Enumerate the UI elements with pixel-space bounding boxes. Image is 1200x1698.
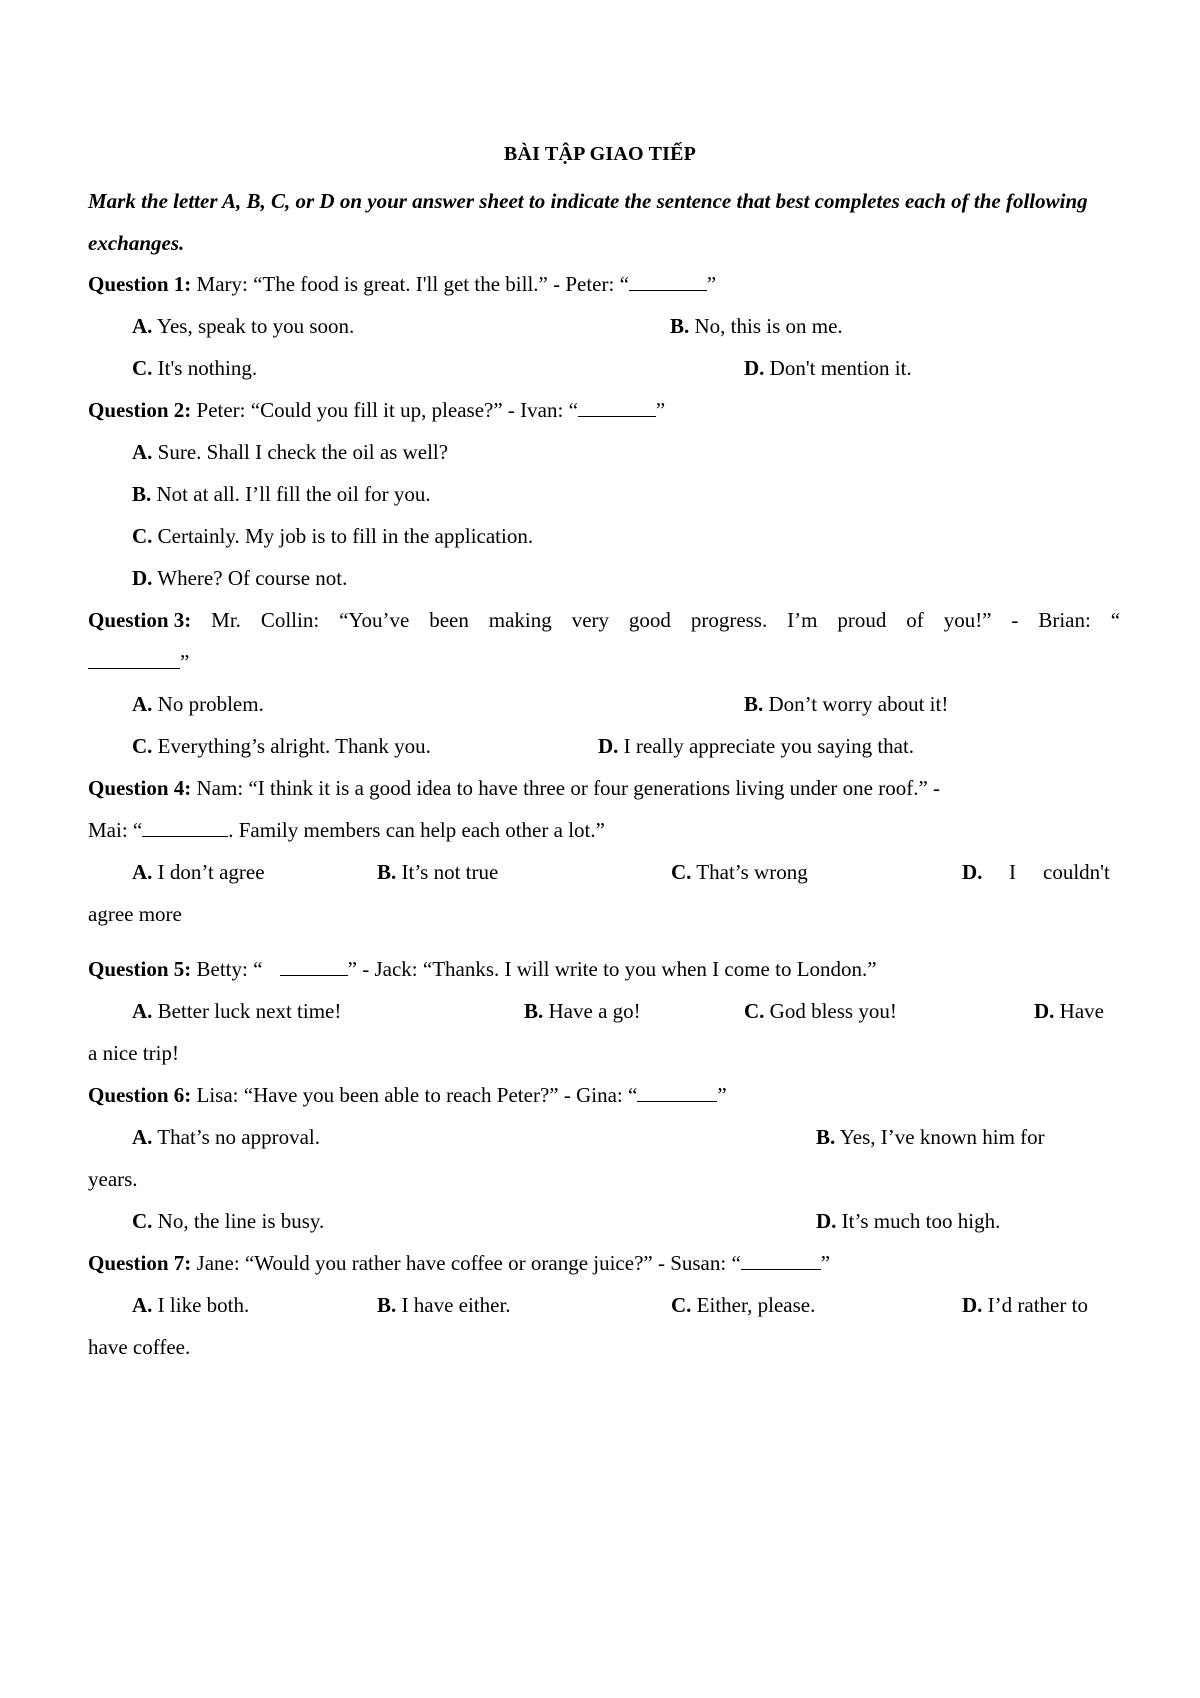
- option-letter: D.: [816, 1209, 837, 1233]
- option-text: That’s wrong: [691, 860, 808, 884]
- option-text: Yes, speak to you soon.: [152, 314, 355, 338]
- question-text: Mary: “The food is great. I'll get the bill.” - Peter: “: [191, 272, 629, 296]
- option-c: [132, 1206, 324, 1236]
- option-text: I’d rather to: [982, 1293, 1088, 1317]
- option-d-wrap: agree more: [88, 902, 182, 926]
- instruction-text: Mark the letter A, B, C, or D on your answer sheet to indicate the sentence that best completes each of the following exchanges.: [88, 189, 1088, 255]
- question-7: [88, 1248, 830, 1278]
- question-word: making: [488, 608, 552, 632]
- option-d-text-end: couldn't: [1043, 860, 1110, 884]
- option-letter: C.: [132, 1209, 153, 1233]
- option-letter: C.: [671, 1293, 692, 1317]
- option-text: Everything’s alright. Thank you.: [152, 734, 431, 758]
- option-letter: C.: [671, 860, 692, 884]
- question-3: [88, 605, 1120, 635]
- question-4-line-2: [88, 815, 605, 845]
- option-text: No, this is on me.: [689, 314, 843, 338]
- option-c: [132, 353, 257, 383]
- question-2: [88, 395, 665, 425]
- question-word: of: [906, 608, 924, 632]
- option-d-wrap: have coffee.: [88, 1335, 191, 1359]
- option-text: Either, please.: [691, 1293, 816, 1317]
- question-text: Jane: “Would you rather have coffee or orange juice?” - Susan: “: [191, 1251, 741, 1275]
- option-d: [744, 353, 912, 383]
- question-6: [88, 1080, 727, 1110]
- question-label: Question 5:: [88, 957, 192, 981]
- question-3-continuation: [88, 647, 189, 677]
- answer-blank: [629, 273, 707, 291]
- option-c: [744, 996, 897, 1026]
- option-b: [377, 1290, 511, 1320]
- option-letter: B.: [377, 860, 397, 884]
- option-text: Yes, I’ve known him for: [835, 1125, 1045, 1149]
- question-word: “You’ve: [339, 608, 410, 632]
- question-1: [88, 269, 716, 299]
- question-text: Nam: “I think it is a good idea to have three or four generations living under one roof.” -: [191, 776, 941, 800]
- question-word: very: [571, 608, 610, 632]
- option-d: [962, 857, 982, 887]
- option-text: Not at all. I’ll fill the oil for you.: [151, 482, 431, 506]
- question-label: Question 3:: [88, 608, 192, 632]
- option-letter: D.: [962, 860, 983, 884]
- question-label: Question 7:: [88, 1251, 192, 1275]
- question-word: Brian:: [1038, 608, 1091, 632]
- answer-blank: [578, 399, 656, 417]
- option-letter: B.: [524, 999, 544, 1023]
- option-c: [671, 857, 808, 887]
- question-word: you!”: [943, 608, 992, 632]
- option-text: Have a go!: [543, 999, 641, 1023]
- option-a: [132, 1122, 320, 1152]
- option-letter: A.: [132, 1125, 153, 1149]
- question-text-end: . Family members can help each other a lot.”: [228, 818, 605, 842]
- option-text: Don't mention it.: [764, 356, 912, 380]
- question-5: [88, 954, 877, 984]
- option-letter: C.: [132, 524, 153, 548]
- answer-blank: [637, 1084, 717, 1102]
- option-text: Don’t worry about it!: [763, 692, 949, 716]
- option-a: [132, 437, 448, 467]
- question-text-end: ”: [180, 650, 190, 674]
- option-text: No, the line is busy.: [152, 1209, 325, 1233]
- option-letter: A.: [132, 860, 153, 884]
- question-word: “: [1110, 608, 1121, 632]
- option-b: [377, 857, 498, 887]
- question-word: proud: [837, 608, 887, 632]
- question-label: Question 1:: [88, 272, 192, 296]
- question-text-end: ”: [706, 272, 717, 296]
- option-b: [816, 1122, 1045, 1152]
- question-label: Question 4:: [88, 776, 192, 800]
- question-label: Question 6:: [88, 1083, 192, 1107]
- question-word: I’m: [787, 608, 818, 632]
- option-b-wrap: years.: [88, 1167, 138, 1191]
- option-text: Certainly. My job is to fill in the application.: [152, 524, 534, 548]
- option-letter: C.: [744, 999, 765, 1023]
- option-letter: C.: [132, 734, 153, 758]
- option-b: [670, 311, 843, 341]
- option-text: I don’t agree: [152, 860, 265, 884]
- answer-blank: [88, 651, 180, 669]
- question-4: [88, 773, 940, 803]
- answer-blank: [741, 1252, 821, 1270]
- option-letter: D.: [962, 1293, 983, 1317]
- question-text-end: ” - Jack: “Thanks. I will write to you when I come to London.”: [347, 957, 877, 981]
- option-text: Sure. Shall I check the oil as well?: [152, 440, 449, 464]
- option-c: [671, 1290, 815, 1320]
- option-text: No problem.: [152, 692, 264, 716]
- answer-blank: [280, 958, 348, 976]
- option-d: [1034, 996, 1104, 1026]
- option-d: [962, 1290, 1088, 1320]
- option-a: [132, 1290, 249, 1320]
- option-b: [744, 689, 948, 719]
- option-c: [132, 521, 533, 551]
- option-letter: A.: [132, 440, 153, 464]
- option-text: Where? Of course not.: [152, 566, 348, 590]
- question-word: -: [1011, 608, 1019, 632]
- option-text: Have: [1054, 999, 1104, 1023]
- option-letter: C.: [132, 356, 153, 380]
- question-text: Lisa: “Have you been able to reach Peter?” - Gina: “: [191, 1083, 638, 1107]
- option-d: [816, 1206, 1000, 1236]
- answer-blank: [142, 819, 228, 837]
- option-b: [524, 996, 641, 1026]
- option-letter: B.: [744, 692, 764, 716]
- question-text-end: ”: [655, 398, 666, 422]
- question-word: progress.: [690, 608, 768, 632]
- page-title: BÀI TẬP GIAO TIẾP: [503, 143, 697, 165]
- option-letter: B.: [377, 1293, 397, 1317]
- option-letter: A.: [132, 1293, 153, 1317]
- option-text: It’s much too high.: [836, 1209, 1001, 1233]
- option-letter: B.: [670, 314, 690, 338]
- option-letter: D.: [744, 356, 765, 380]
- option-letter: A.: [132, 999, 153, 1023]
- option-letter: D.: [132, 566, 153, 590]
- option-d-wrap: a nice trip!: [88, 1041, 179, 1065]
- option-d-text: I: [1009, 860, 1016, 884]
- option-d: [598, 731, 914, 761]
- option-a: [132, 689, 264, 719]
- option-text: God bless you!: [764, 999, 897, 1023]
- option-letter: D.: [598, 734, 619, 758]
- question-text-end: ”: [820, 1251, 831, 1275]
- option-text: I have either.: [396, 1293, 511, 1317]
- question-word: Collin:: [260, 608, 320, 632]
- question-text-end: ”: [717, 1083, 727, 1107]
- option-d: [132, 563, 347, 593]
- question-text: Mai: “: [88, 818, 143, 842]
- option-letter: D.: [1034, 999, 1055, 1023]
- question-text: Betty: “: [191, 957, 268, 981]
- option-letter: A.: [132, 314, 153, 338]
- option-b: [132, 479, 431, 509]
- option-letter: B.: [816, 1125, 836, 1149]
- option-text: I really appreciate you saying that.: [618, 734, 915, 758]
- question-word: been: [429, 608, 469, 632]
- option-text: That’s no approval.: [152, 1125, 321, 1149]
- question-text: Peter: “Could you fill it up, please?” - Ivan: “: [191, 398, 578, 422]
- option-letter: B.: [132, 482, 152, 506]
- option-c: [132, 731, 431, 761]
- option-text: Better luck next time!: [152, 999, 342, 1023]
- option-text: It's nothing.: [152, 356, 258, 380]
- question-label: Question 2:: [88, 398, 192, 422]
- question-word: good: [628, 608, 671, 632]
- question-word: Mr.: [211, 608, 241, 632]
- option-a: [132, 996, 341, 1026]
- option-text: It’s not true: [396, 860, 499, 884]
- option-a: [132, 857, 265, 887]
- option-text: I like both.: [152, 1293, 250, 1317]
- option-a: [132, 311, 354, 341]
- option-letter: A.: [132, 692, 153, 716]
